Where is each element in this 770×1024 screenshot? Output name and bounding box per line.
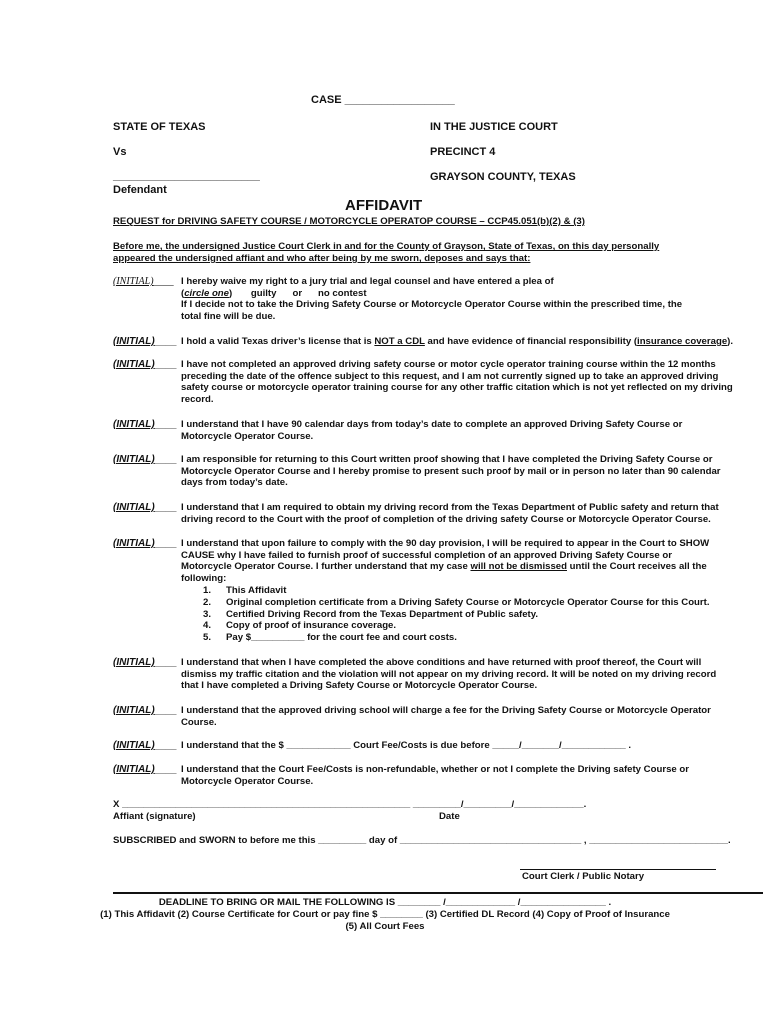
plea-options[interactable]: (circle one) guilty or no contest xyxy=(181,287,367,299)
initial-field[interactable]: (INITIAL)____ xyxy=(113,538,177,549)
signature-line[interactable]: X ______________________________________________________ _________/_________/_____________. xyxy=(113,799,587,810)
item-1-paragraph xyxy=(181,276,766,322)
court-label: IN THE JUSTICE COURT xyxy=(430,121,558,133)
paragraph-line: I hereby waive my right to a jury trial and legal counsel and have entered a plea of xyxy=(181,276,554,287)
list-item: 3. Certified Driving Record from the Texas Department of Public safety. xyxy=(203,608,539,620)
request-line: REQUEST for DRIVING SAFETY COURSE / MOTORCYCLE OPERATOP COURSE – CCP45.051(b)(2) & (3) xyxy=(113,216,585,227)
initial-field[interactable]: (INITIAL)____ xyxy=(113,454,177,465)
paragraph-line: total fine will be due. xyxy=(181,310,276,322)
initial-field[interactable]: (INITIAL)____ xyxy=(113,764,177,775)
plea-no-contest[interactable]: no contest xyxy=(318,287,367,299)
list-item: 2. Original completion certificate from a Driving Safety Course or Motorcycle Operator Course for this Court. xyxy=(203,596,710,608)
deadline-line[interactable]: DEADLINE TO BRING OR MAIL THE FOLLOWING IS ________ /_____________ /________________ . xyxy=(158,897,612,908)
item-7-paragraph: I understand that upon failure to comply with the 90 day provision, I will be required to appear in the Court to SHOW CAUSE why I have failed to furnish proof of successful completion of an approved Driving Safety Course or Motorcycle Operator Course. I further understand that my case will not be dismissed until the Court receives all the following: xyxy=(181,538,710,584)
clerk-signature-rule[interactable] xyxy=(520,869,716,870)
state-label: STATE OF TEXAS xyxy=(113,121,206,133)
initial-field[interactable]: (INITIAL)____ xyxy=(113,657,177,668)
initial-field[interactable]: (INITIAL)____ xyxy=(113,740,177,751)
item-11-paragraph: I understand that the Court Fee/Costs is non-refundable, whether or not I complete the Driving safety Course or Motorcycle Operator Course. xyxy=(181,764,689,787)
item-8-paragraph: I understand that when I have completed the above conditions and have returned with proof thereof, the Court will dismiss my traffic citation and the violation will not appear on my driving record. It will be noted on my driving record that I have completed a Driving Safety Course or Motorcycle Operator Course. xyxy=(181,657,717,692)
required-items-list xyxy=(203,585,710,644)
item-3-paragraph: I have not completed an approved driving safety course or motor cycle operator training course within the 12 months preceding the date of the offence subject to this request, and I am not currently signed up to take an approved driving safety course or motorcycle operator training course for any other traffic citation which is not yet reflected on my driving record. xyxy=(181,359,733,405)
date-label: Date xyxy=(439,811,460,822)
list-item-pay[interactable]: 5. Pay $__________ for the court fee and court costs. xyxy=(203,632,457,644)
initial-field[interactable]: (INITIAL)____ xyxy=(113,419,177,430)
county-label: GRAYSON COUNTY, TEXAS xyxy=(430,171,576,183)
item-5-paragraph: I am responsible for returning to this Court written proof showing that I have completed the Driving Safety Course or Motorcycle Operator Course and I hereby promise to present such proof by mail or in person no later than 90 calendar days from today’s date. xyxy=(181,454,721,489)
item-2-paragraph: I hold a valid Texas driver’s license that is NOT a CDL and have evidence of financial responsibility (insurance coverage). xyxy=(181,336,734,347)
item-6-paragraph: I understand that I am required to obtain my driving record from the Texas Department of Public safety and return that driving record to the Court with the proof of completion of the driving safety Course or Motorcycle Operator Course. xyxy=(181,502,719,525)
item-10-paragraph[interactable]: I understand that the $ ____________ Court Fee/Costs is due before _____/_______/____________ . xyxy=(181,740,632,751)
affiant-label: Affiant (signature) xyxy=(113,811,196,822)
defendant-name-line[interactable]: ________________________ xyxy=(113,170,260,182)
initial-field[interactable]: (INITIAL)____ xyxy=(113,359,177,370)
initial-field[interactable]: (INITIAL)____ xyxy=(113,502,177,513)
sworn-line[interactable]: SUBSCRIBED and SWORN to before me this _________ day of __________________________________ , __________________________. xyxy=(113,835,731,846)
footer-items: (1) This Affidavit (2) Course Certificate for Court or pay fine $ ________ (3) Certified DL Record (4) Copy of Proof of Insurance xyxy=(100,909,670,920)
clerk-label: Court Clerk / Public Notary xyxy=(522,871,645,882)
footer-divider xyxy=(113,892,763,894)
vs-label: Vs xyxy=(113,146,127,158)
plea-or: or xyxy=(292,287,303,299)
defendant-label: Defendant xyxy=(113,184,167,196)
page-title: AFFIDAVIT xyxy=(345,197,423,214)
list-item: 1. This Affidavit xyxy=(203,585,287,596)
plea-guilty[interactable]: guilty xyxy=(250,287,277,299)
footer-fees: (5) All Court Fees xyxy=(345,921,425,932)
case-number-line[interactable]: CASE __________________ xyxy=(311,94,455,106)
intro-line-1: Before me, the undersigned Justice Court Clerk in and for the County of Grayson, State of Texas, on this day personally xyxy=(113,241,660,252)
precinct-label: PRECINCT 4 xyxy=(430,146,496,158)
initial-field[interactable]: (INITIAL)____ xyxy=(113,705,177,716)
intro-line-2: appeared the undersigned affiant and who after being by me sworn, deposes and says that: xyxy=(113,253,531,264)
paragraph-line: If I decide not to take the Driving Safety Course or Motorcycle Operator Course within the prescribed time, the xyxy=(181,299,683,311)
list-item: 4. Copy of proof of insurance coverage. xyxy=(203,620,397,632)
initial-field[interactable]: (INITIAL)____ xyxy=(113,276,174,287)
initial-field[interactable]: (INITIAL)____ xyxy=(113,336,177,347)
item-4-paragraph: I understand that I have 90 calendar days from today’s date to complete an approved Driving Safety Course or Motorcycle Operator Course. xyxy=(181,419,683,442)
item-9-paragraph: I understand that the approved driving school will charge a fee for the Driving Safety Course or Motorcycle Operator Course. xyxy=(181,705,711,728)
